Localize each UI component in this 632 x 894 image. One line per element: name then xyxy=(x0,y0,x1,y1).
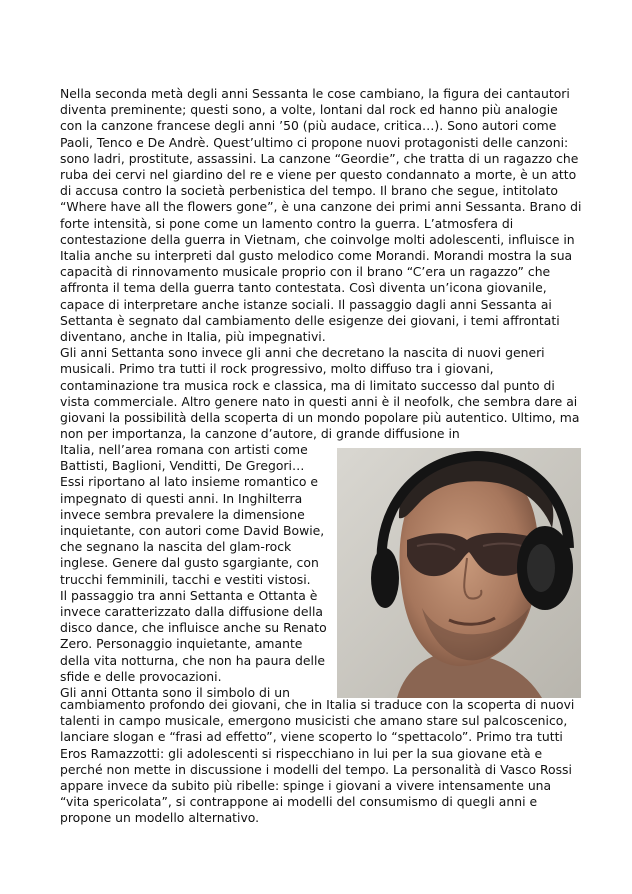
body-text-top xyxy=(60,86,582,442)
paragraph-3: Il passaggio tra anni Settanta e Ottanta è invece caratterizzato dalla diffusione della disco dance, che influisce anche su Renato Zero. Personaggio inquietante, amante della vita notturna, che non ha paura delle sfide e delle provocazioni. xyxy=(60,587,327,684)
paragraph-4-start: Gli anni Ottanta sono il simbolo di un xyxy=(60,685,290,701)
body-text-wrapped xyxy=(60,442,330,701)
paragraph-2-continued: Italia, nell’area romana con artisti come Battisti, Baglioni, Venditti, De Gregori… Essi riportano al lato insieme romantico e impegnato di questi anni. In Inghilterra invece sembra prevalere la dimensione inquietante, con autori come David Bowie, che segnano la nascita del glam-rock inglese. Genere dal gusto sgargiante, con trucchi femminili, tacchi e vestiti vistosi. xyxy=(60,442,325,587)
paragraph-1: Nella seconda metà degli anni Sessanta le cose cambiano, la figura dei cantautori diventa preminente; questi sono, a volte, lontani dal rock ed hanno più analogie con la canzone francese degli anni ’50 (più audace, critica…). Sono autori come Paoli, Tenco e De Andrè. Quest’ultimo ci propone nuovi protagonisti delle canzoni: sono ladri, prostitute, assassini. La canzone “Geordie”, che tratta di un ragazzo che ruba dei cervi nel giardino del re e viene per questo condannato a morte, è un atto di accusa contro la società perbenistica del tempo. Il brano che segue, intitolato “Where have all the flowers gone”, è una canzone dei primi anni Sessanta. Brano di forte intensità, si pone come un lamento contro la guerra. L’atmosfera di contestazione della guerra in Vietnam, che coinvolge molti adolescenti, influisce in Italia anche su interpreti dal gusto melodico come Morandi. Morandi mostra la sua capacità di rinnovamento musicale proprio con il brano “C’era un ragazzo” che affronta il tema della guerra tanto contestata. Così diventa un’icona giovanile, capace di interpretare anche istanze sociali. Il passaggio dagli anni Sessanta ai Settanta è segnato dal cambiamento delle esigenze dei giovani, i temi affrontati diventano, anche in Italia, più impegnativi. xyxy=(60,86,582,345)
portrait-photo xyxy=(337,448,581,698)
paragraph-2: Gli anni Settanta sono invece gli anni che decretano la nascita di nuovi generi musicali. Primo tra tutti il rock progressivo, molto diffuso tra i giovani, contaminazione tra musica rock e classica, ma di limitato successo dal punto di vista commerciale. Altro genere nato in questi anni è il neofolk, che sembra dare ai giovani la possibilità della scoperta di un mondo popolare più autentico. Ultimo, ma non per importanza, la canzone d’autore, di grande diffusione in xyxy=(60,345,580,442)
paragraph-4-continued: cambiamento profondo dei giovani, che in Italia si traduce con la scoperta di nuovi talenti in campo musicale, emergono musicisti che amano stare sul palcoscenico, lanciare slogan e “frasi ad effetto”, viene scoperto lo “spettacolo”. Primo tra tutti Eros Ramazzotti: gli adolescenti si rispecchiano in lui per la sua giovane età e perché non mette in discussione i modelli del tempo. La personalità di Vasco Rossi appare invece da subito più ribelle: spinge i giovani a vivere intensamente una “vita spericolata”, si contrappone ai modelli del consumismo di quegli anni e propone un modello alternativo. xyxy=(60,697,575,826)
headphones-left-cup xyxy=(371,548,399,608)
portrait-illustration xyxy=(337,448,581,698)
body-text-bottom xyxy=(60,697,582,827)
